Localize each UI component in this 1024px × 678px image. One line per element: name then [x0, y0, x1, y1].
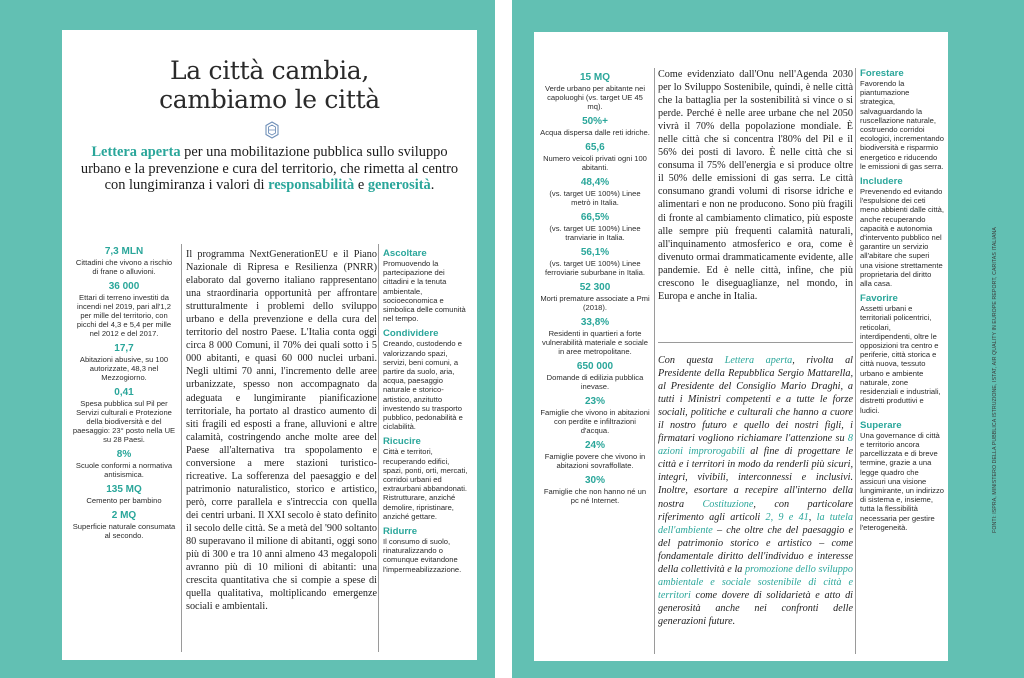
intro-keyword-generosita: generosità	[367, 177, 431, 194]
stat-value: 36 000	[108, 281, 140, 292]
stat-item	[540, 72, 650, 111]
pillar-item	[383, 526, 471, 574]
appeal-keyword: Lettera aperta	[724, 355, 793, 366]
stat-item	[540, 177, 650, 207]
appeal-keyword: Costituzione	[702, 498, 754, 510]
left-pillars-column	[383, 248, 471, 579]
stat-item	[540, 361, 650, 391]
stat-value: 15 MQ	[579, 72, 610, 83]
stat-label: Famiglie che non hanno né un pc né Internet.	[543, 487, 647, 505]
column-divider	[654, 68, 655, 654]
stat-label: (vs. target UE 100%) Linee tranviarie in Italia.	[549, 224, 641, 242]
stat-value: 56,1%	[580, 247, 610, 258]
stat-item	[540, 282, 650, 312]
pillar-item	[860, 176, 944, 288]
stat-item	[72, 449, 176, 479]
pillar-title: Condividere	[383, 328, 439, 340]
stat-item	[540, 116, 650, 137]
pillar-text: Prevenendo ed evitando l'espulsione dei ceti meno abbienti dalle città, anche recuperando capacità e autonomia d'intervento pubblico nel garantire un servizio all'abitare che superi una visione strettamente proprietaria del diritto alla casa.	[860, 187, 945, 289]
pillar-text: Favorendo la piantumazione strategica, salvaguardando la ruscellazione naturale, costruendo corridoi ecologici, incrementando biodiversità e risparmio energetico e riducendo le emissioni di gas serra.	[860, 79, 945, 171]
stat-value: 135 MQ	[106, 484, 142, 495]
appeal-text: , rivolta al Presidente della Repubblica Sergio Mattarella, al Presidente del Consiglio Mario Draghi, a tutti i Ministri competenti e a tutte le forze sociali, politiche e culturali che hanno a cuore il nostro futuro e quello dei nostri figli, i firmatari vogliono richiamare l'attenzione su	[658, 355, 853, 445]
left-page	[0, 0, 495, 678]
stat-item	[540, 440, 650, 470]
right-page	[512, 0, 1024, 678]
appeal-text: – che oltre che del paesaggio e del patrimonio storico e artistico – come fondamentale diritto dell'individuo e interesse della collettività e la	[658, 524, 853, 575]
stat-item	[72, 246, 176, 276]
stat-value: 66,5%	[580, 212, 610, 223]
stat-item	[72, 387, 176, 444]
pillar-text: Assetti urbani e territoriali policentrici, reticolari, interdipendenti, oltre le opposizioni tra centro e periferie, città storica e città nuova, tessuto urbano e ambiente naturale, zone residenziali e industriali, distretti produttivi e ludici.	[860, 304, 941, 415]
pillar-title: Favorire	[860, 293, 898, 305]
stat-item	[72, 281, 176, 338]
stat-label: Spesa pubblica sul Pil per Servizi culturali e Protezione della biodiversità e del paesaggio: 23° posto nella UE su 28 Paesi.	[72, 399, 176, 444]
stat-label: Residenti in quartieri a forte vulnerabilità materiale e sociale in aree metropolitane.	[542, 329, 648, 356]
appeal-keyword: 2, 9 e 41	[765, 511, 809, 523]
stat-label: Cittadini che vivono a rischio di frane o alluvioni.	[75, 258, 173, 276]
appeal-text: ,	[808, 511, 817, 523]
intro-text: per una mobilitazione pubblica sullo sviluppo urbano e la prevenzione e cura del territorio, che rimetta al centro con lungimiranza i valori di	[80, 144, 459, 194]
stat-label: (vs. target UE 100%) Linee metrò in Italia.	[549, 189, 641, 207]
stat-label: Verde urbano per abitante nei capoluoghi (vs. target UE 45 mq).	[544, 84, 646, 111]
stat-value: 52 300	[579, 282, 611, 293]
pillar-title: Superare	[860, 419, 902, 431]
stat-item	[540, 247, 650, 277]
stat-value: 24%	[584, 440, 605, 451]
right-sheet	[534, 32, 948, 661]
stat-label: Famiglie povere che vivono in abitazioni sovraffollate.	[544, 452, 646, 470]
right-body-text: Come evidenziato dall'Onu nell'Agenda 2030 per lo Sviluppo Sostenibile, quindi, è nelle città che la battaglia per la sostenibilità si vince o si perde. Perché è nelle aree urbane che nel 2050 vivrà il 70% della popolazione mondiale. È nelle città che si concentra l'80% del Pil e il 56% dei posti di lavoro. È nelle città che si consuma il 75% dell'energia e si produce oltre il 50% delle emissioni di gas serra. Le città consumano grandi volumi di risorse idriche e alimentari e non ne producono. Sono più fragili di fronte al cambiamento climatico, più esposte alle sempre più frequenti calamità naturali, all'inquinamento atmosferico e ora, come è divenuto ormai drammaticamente evidente, alle pandemie. Ed è nelle città, infine, che più crescono le diseguaglianze, nel mondo, in Europa e anche in Italia.	[658, 69, 853, 302]
pillar-text: Promuovendo la partecipazione dei cittadini e la tenuta ambientale, socioeconomica e simbolica delle comunità nel tempo.	[383, 259, 466, 324]
stat-label: Ettari di terreno investiti da incendi nel 2019, pari all'1,2 per mille del territorio, con picchi del 4,3 e 5,4 per mille nel 2012 e del 2017.	[76, 293, 172, 338]
stat-label: Numero veicoli privati ogni 100 abitanti.	[543, 154, 647, 172]
stat-label: Abitazioni abusive, su 100 autorizzate, 48,3 nel Mezzogiorno.	[79, 355, 169, 382]
appeal-text: , con particolare riferimento agli articoli	[658, 498, 853, 523]
stat-label: Famiglie che vivono in abitazioni con perdite e infiltrazioni d'acqua.	[540, 408, 650, 435]
stat-item	[540, 212, 650, 242]
stat-value: 23%	[584, 396, 605, 407]
left-stats-column	[72, 246, 176, 545]
pillar-text: Il consumo di suolo, rinaturalizzando o comunque evitandone l'impermeabilizzazione.	[383, 537, 462, 574]
stat-item	[72, 484, 176, 505]
pillar-item	[383, 436, 471, 521]
pillar-item	[383, 248, 471, 323]
stat-item	[540, 475, 650, 505]
pillar-title: Ridurre	[383, 526, 418, 538]
stat-label: Domande di edilizia pubblica inevase.	[546, 373, 644, 391]
appeal-text: al fine di progettare le città e i territori in modo da renderli più sicuri, integri, vivibili, interconnessi e inclusivi. Inoltre, esortare a recepire all'interno della nostra	[658, 446, 853, 510]
pillar-item	[860, 68, 944, 171]
pillar-item	[860, 420, 944, 532]
pillar-title: Forestare	[860, 68, 904, 79]
appeal-paragraph	[658, 354, 853, 628]
stat-value: 7,3 MLN	[104, 246, 144, 257]
stat-value: 17,7	[114, 343, 134, 354]
pillar-item	[860, 293, 944, 414]
stat-value: 48,4%	[580, 177, 610, 188]
title-line-1: La città cambia,	[169, 56, 370, 85]
stat-value: 2 MQ	[111, 510, 137, 521]
stat-value: 30%	[584, 475, 605, 486]
appeal-keyword: promozione dello sviluppo ambientale e sociale sostenibile di città e territori	[658, 563, 853, 601]
stat-value: 33,8%	[580, 317, 610, 328]
page-title	[62, 56, 477, 114]
pillar-title: Ricucire	[383, 436, 421, 448]
right-stats-column	[540, 72, 650, 510]
appeal-keyword: la tutela dell'ambiente	[658, 511, 854, 536]
column-divider	[855, 68, 856, 654]
stat-label: (vs. target UE 100%) Linee ferroviarie suburbane in Italia.	[544, 259, 646, 277]
stat-item	[540, 317, 650, 356]
section-divider	[658, 342, 853, 343]
appeal-text: Con questa	[658, 355, 725, 366]
column-divider	[181, 244, 182, 652]
appeal-text: come dovere di solidarietà e atto di generosità anche nei confronti delle generazioni future.	[658, 589, 853, 627]
intro-end: .	[430, 177, 435, 194]
intro-keyword-responsabilita: responsabilità	[268, 177, 355, 194]
stat-item	[540, 142, 650, 172]
sources-credit	[990, 120, 1000, 640]
column-divider	[378, 244, 379, 652]
stat-value: 650 000	[576, 361, 614, 372]
stat-value: 65,6	[585, 142, 605, 153]
stat-value: 8%	[116, 449, 132, 460]
pillar-text: Una governance di città e territorio ancora parcellizzata e di breve termine, grazie a una legge quadro che assicuri una visione lungimirante, un indirizzo di sistema e, insieme, tutta la flessibilità necessaria per gestire l'eterogeneità.	[860, 430, 944, 532]
stat-item	[72, 343, 176, 382]
stat-label: Scuole conformi a normativa antisismica.	[75, 461, 173, 479]
right-pillars-column	[860, 68, 944, 537]
stat-item	[540, 396, 650, 435]
stat-label: Morti premature associate a Pmi (2018).	[540, 294, 650, 312]
pillar-text: Creando, custodendo e valorizzando spazi, servizi, beni comuni, a partire da suolo, aria, acqua, paesaggio naturale e storico-artistico, anzitutto investendo su trasporto pubblico, pedonabilità e ciclabilità.	[383, 339, 463, 432]
stat-item	[72, 510, 176, 540]
stat-value: 0,41	[114, 387, 134, 398]
intro-conjunction: e	[354, 177, 368, 194]
pillar-item	[383, 328, 471, 431]
sources-text: FONTI: ISPRA, MINISTERO DELLA PUBBLICA ISTRUZIONE, ISTAT, AIR QUALITY IN EUROPE REPORT, CARITAS ITALIANA	[992, 227, 998, 533]
intro-lead: Lettera aperta	[91, 144, 181, 160]
pillar-title: Includere	[860, 176, 903, 188]
hexagon-emblem-icon	[265, 121, 279, 139]
title-line-2: cambiamo le città	[159, 85, 380, 114]
pillar-title: Ascoltare	[383, 248, 427, 259]
stat-label: Acqua dispersa dalle reti idriche.	[540, 128, 650, 137]
stat-label: Cemento per bambino	[86, 496, 162, 505]
left-sheet	[62, 30, 477, 660]
left-body-text: Il programma NextGenerationEU e il Piano Nazionale di Ripresa e Resilienza (PNRR) elaborato dal governo italiano rappresentano una straordinaria opportunità per affrontare strutturalmente i problemi dello sviluppo urbano e della prevenzione e della cura del territorio del nostro Paese. L'Italia conta oggi circa 8 000 Comuni, il 70% dei quali sotto i 5 000 abitanti, e quasi 60 000 nuclei urbani. Negli ultimi 70 anni, l'incremento delle aree urbanizzate, spesso non accompagnato da adeguata e lungimirante pianificazione territoriale, ha portato al drastico aumento di siti fragili ed esposti a frane, alluvioni e altre calamità, costringendo anche molte aree del Paese all'alternativa tra spopolamento e conversione a mere stazioni turistico-ricreative. La sofferenza del paesaggio e del patrimonio naturalistico, storico e artistico, però, corre parallela e s'intreccia con quella dei centri urbani. Il XXI secolo è stato definito il secolo delle città. Se a metà del '900 soltanto 80 superavano il milione di abitanti, oggi sono più di 300 e tra 10 anni almeno 43 megalopoli avranno più di 10 milioni di abitanti: una crescita quantitativa che si compie a spese di quella qualitativa, moltiplicando emergenze sociali e ambientali.	[186, 249, 377, 613]
pillar-text: Città e territori, recuperando edifici, spazi, ponti, orti, mercati, corridoi urbani ed extraurbani abbandonati. Ristrutturare, anziché demolire, ripristinare, anziché gettare.	[383, 447, 468, 521]
stat-value: 50%+	[582, 116, 608, 127]
stat-label: Superficie naturale consumata al secondo.	[72, 522, 176, 540]
intro-paragraph	[76, 144, 463, 194]
appeal-keyword: 8 azioni improrogabili	[658, 433, 853, 458]
